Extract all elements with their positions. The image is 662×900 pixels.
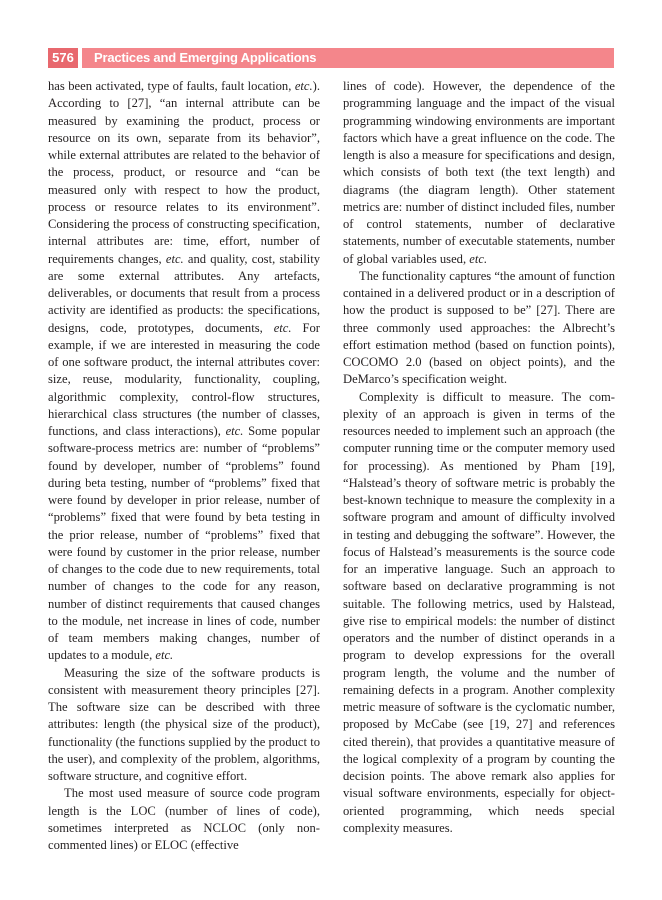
- right-column: [343, 78, 615, 837]
- text-run: lines of code). However, the dependence of the programming language and the impact of the visual programming windowing environments are important factors which have a great influence on the code. The length is also a measure for specifications and design, which consists of both text (the text length) and diagrams (the diagram length). Other statement metrics are: number of distinct included files, number of control statements, number of declarative statements, number of executable statements, number of global variables used,: [343, 79, 615, 266]
- paragraph: Measuring the size of the software products is consistent with measurement theory principles [27]. The software size can be described with three attributes: length (the physical size of the product), functionality (the functions supplied by the product to the user), and complexity of the problem, algorithms, software structure, and cognitive effort.: [48, 665, 320, 783]
- paragraph: The functionality captures “the amount of function contained in a delivered product or in a description of how the product is supposed to be” [27]. There are three commonly used approaches: the Albrecht’s effort estimation method (based on function points), COCOMO 2.0 (based on object points), and the DeMarco’s specification weight.: [343, 268, 615, 387]
- text-run: For example, if we are interested in measuring the code of one software product, the internal attributes cover: size, reuse, modularity, functionality, coupling, algorithmic complexity, control-flow structures, hierarchical class structures (the number of classes, functions, and class interactions),: [48, 320, 320, 438]
- text-run: and quality, cost, stability are some external attributes. Any artefacts, deliverables, or documents that result from a process activity are identified as products: the specifications, designs, code, prototypes, documents,: [48, 251, 320, 335]
- left-column: [48, 78, 320, 854]
- text-run: ). According to [27], “an internal attribute can be measured by examining the product, process or resource on its own, separate from its behavior”, while external attributes are related to the behavior of the process, product, or resource and “can be measured only with respect to how the product, process or resource relates to its environment”. Considering the process of constructing specification, internal attributes are: time, effort, number of requirements changes,: [48, 79, 320, 266]
- italic-run: etc.: [165, 251, 184, 266]
- text-run: has been activated, type of faults, fault location,: [48, 79, 295, 93]
- paragraph: The most used measure of source code program length is the LOC (number of lines of code), sometimes interpreted as NCLOC (only non-commented lines) or ELOC (effective: [48, 786, 320, 852]
- running-title: Practices and Emerging Applications: [82, 48, 614, 68]
- italic-run: etc.: [469, 251, 488, 266]
- text-run: Some popular software-process metrics are: number of “problems” found by developer, number of “problems” found during beta testing, number of “problems” fixed that were found by developer in prior release, number of “problems” fixed that were found by beta testing in the prior release, number of “problems” fixed that were found by customer in the prior release, number of changes to the code due to new requirements, total number of changes to the code for any reason, number of distinct requirements that caused changes to the module, net increase in lines of code, number of team members making changes, number of updates to a module,: [48, 424, 320, 663]
- italic-run: etc.: [294, 79, 313, 93]
- page-number: 576: [48, 48, 78, 68]
- italic-run: etc.: [273, 320, 292, 335]
- italic-run: etc.: [155, 648, 174, 663]
- paragraph: [343, 78, 615, 268]
- running-header: [48, 48, 614, 68]
- paragraph: Complexity is difficult to measure. The complexity of an approach is given in terms of the resources needed to implement such an approach (the computer running time or the computer memory used for processing). As mentioned by Pham [19], “Halstead’s theory of software metric is probably the best-known technique to measure the complexity in a software program and amount of difficulty involved in testing and debugging the software”. However, the focus of Halstead’s measurements is the source code for an imperative language. Such an approach to software based on declarative programming is not suitable. The following metrics, used by Halstead, give rise to empirical models: the number of distinct operators and the number of distinct operands in a program to develop expressions for the overall program length, the volume and the number of remaining defects in a program. Another complexity metric measure of software is the cyclomatic number, proposed by McCabe (see [19, 27] and references cited therein), that provides a quantitative measure of the logical complexity of a program by counting the decision points. The above remark also applies for visual software environments, especially for object-oriented programming, which needs special complexity measures.: [343, 389, 615, 835]
- italic-run: etc.: [225, 424, 244, 438]
- paragraph: [48, 78, 320, 665]
